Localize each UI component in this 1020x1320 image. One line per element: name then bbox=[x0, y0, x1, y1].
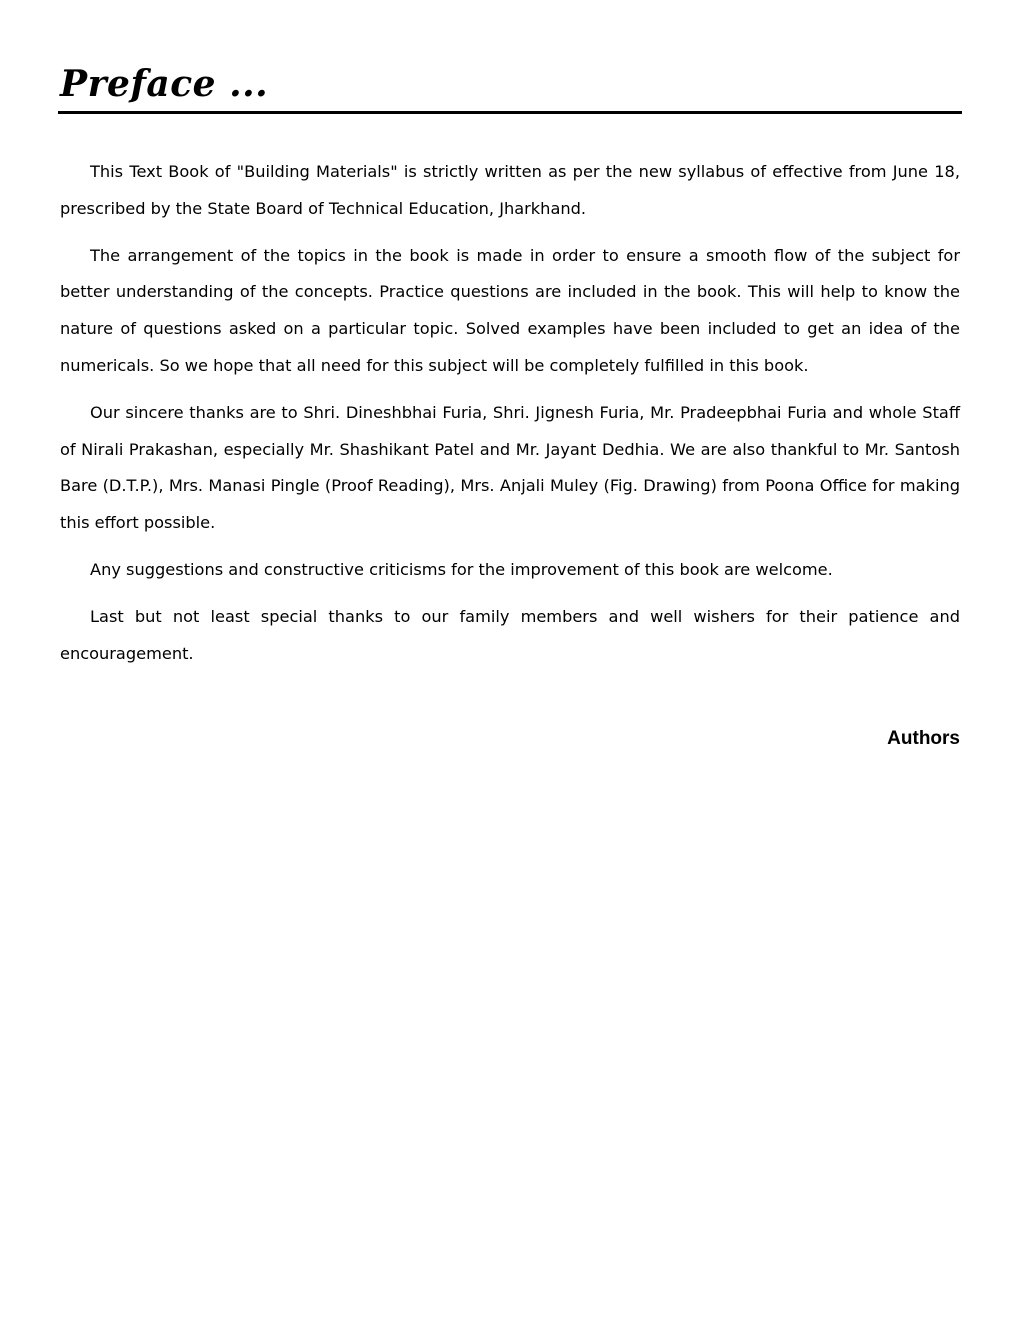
paragraph-4: Any suggestions and constructive criticisms for the improvement of this book are welcome. bbox=[90, 559, 833, 579]
paragraph-5: Last but not least special thanks to our family members and well wishers for their patience and encouragement. bbox=[60, 606, 960, 663]
title-underline bbox=[58, 111, 962, 114]
page-title: Preface ... bbox=[60, 63, 269, 105]
preface-body bbox=[60, 154, 960, 682]
paragraph-2: The arrangement of the topics in the book is made in order to ensure a smooth flow of the subject for better understanding of the concepts. Practice questions are included in the book. This will help to know the nature of questions asked on a particular topic. Solved examples have been included to get an idea of the numericals. So we hope that all need for this subject will be completely fulfilled in this book. bbox=[60, 245, 960, 375]
authors-signature: Authors bbox=[887, 728, 960, 749]
paragraph-1: This Text Book of "Building Materials" is strictly written as per the new syllabus of effective from June 18, prescribed by the State Board of Technical Education, Jharkhand. bbox=[60, 162, 960, 218]
paragraph-3: Our sincere thanks are to Shri. Dineshbhai Furia, Shri. Jignesh Furia, Mr. Pradeepbhai Furia and whole Staff of Nirali Prakashan, especially Mr. Shashikant Patel and Mr. Jayant Dedhia. We are also thankful to Mr. Santosh Bare (D.T.P.), Mrs. Manasi Pingle (Proof Reading), Mrs. Anjali Muley (Fig. Drawing) from Poona Office for making this effort possible. bbox=[60, 402, 960, 533]
